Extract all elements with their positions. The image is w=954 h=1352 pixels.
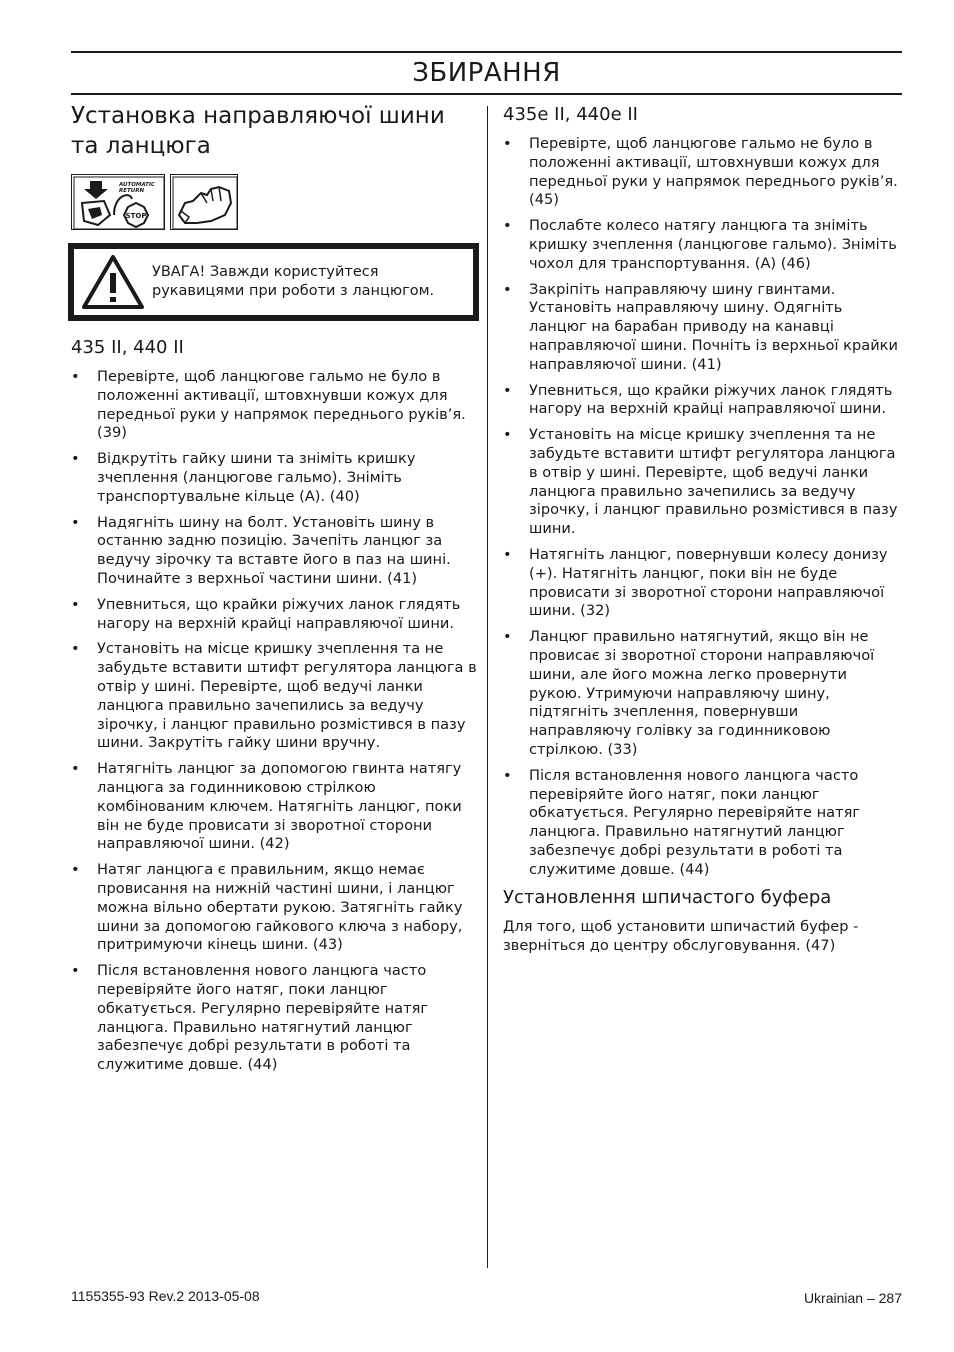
spike-bumper-paragraph: Для того, щоб установити шпичастий буфер - зверніться до центру обслуговування. (47): [503, 918, 859, 955]
glove-icon: [170, 174, 238, 230]
list-item: • Натяг ланцюга є правильним, якщо немає провисання на нижній частині шини, і ланцюг можна вільно обертати рукою. Затягніть гайку шини за допомогою гайкового ключа з набору, притримуючи кінець шини. (43): [71, 861, 479, 955]
list-item: • Після встановлення нового ланцюга часто перевіряйте його натяг, поки ланцюг обкатується. Регулярно перевіряйте натяг ланцюга. Правильно натягнутий ланцюг забезпечує добрі результати в роботі та служитиме довше. (44): [503, 767, 903, 880]
list-item: • Натягніть ланцюг, повернувши колесу донизу (+). Натягніть ланцюг, поки він не буде провисати зі зворотної сторони направляючої шини. (32): [503, 546, 903, 621]
warning-box: [68, 243, 479, 321]
list-item: • Після встановлення нового ланцюга часто перевіряйте його натяг, поки ланцюг обкатується. Регулярно перевіряйте натяг ланцюга. Правильно натягнутий ланцюг забезпечує добрі результати в роботі та служитиме довше. (44): [71, 962, 479, 1075]
list-item: • Перевірте, щоб ланцюгове гальмо не було в положенні активації, штовхнувши кожух для передньої руки у напрямок переднього руків’я. (39): [71, 368, 479, 443]
page-number: Ukrainian – 287: [803, 1290, 902, 1306]
warning-triangle-icon: [74, 249, 152, 315]
list-item: • Натягніть ланцюг за допомогою гвинта натягу ланцюга за годинниковою стрілкою комбінованим ключем. Натягніть ланцюг, поки він не буде провисати зі зворотної сторони направляючої шини. (42): [71, 760, 479, 854]
doc-number: 1155355-93 Rev.2 2013-05-08: [71, 1288, 260, 1304]
right-column: [503, 100, 903, 956]
subtitle-spike-bumper: Установлення шпичастого буфера: [503, 887, 832, 909]
list-item: • Установіть на місце кришку зчеплення та не забудьте вставити штифт регулятора ланцюга в отвір у шині. Перевірте, щоб ведучі ланки ланцюга правильно зачепились за ведучу зірочку, і ланцюг правильно розмістився в пазу шини.: [503, 426, 903, 539]
list-item: • Установіть на місце кришку зчеплення та не забудьте вставити штифт регулятора ланцюга в отвір у шині. Перевірте, щоб ведучі ланки ланцюга правильно зачепились за ведучу зірочку, і ланцюг правильно розмістився в пазу шини. Закрутіть гайку шини вручну.: [71, 640, 479, 753]
return-label: RETURN: [119, 188, 145, 194]
main-title: Установка направляючої шини та ланцюга: [71, 103, 445, 159]
subtitle-435-440: 435 II, 440 II: [71, 337, 184, 358]
right-steps-list: [503, 135, 903, 879]
left-column: [71, 100, 479, 1082]
list-item: • Відкрутіть гайку шини та зніміть кришку зчеплення (ланцюгове гальмо). Зніміть транспортувальне кільце (A). (40): [71, 450, 479, 506]
stop-label: STOP: [125, 212, 147, 220]
subtitle-435e-440e: 435e II, 440e II: [503, 104, 638, 125]
section-title: ЗБИРАННЯ: [412, 58, 561, 88]
automatic-return-stop-icon: [71, 174, 165, 230]
column-divider: [487, 106, 488, 1268]
page-header: [71, 51, 902, 95]
list-item: • Упевниться, що крайки ріжучих ланок глядять нагору на верхній крайці направляючої шини.: [71, 596, 479, 634]
symbol-row: [71, 174, 479, 232]
warning-text: УВАГА! Завжди користуйтеся рукавицями при роботи з ланцюгом.: [152, 264, 435, 299]
list-item: • Перевірте, щоб ланцюгове гальмо не було в положенні активації, штовхнувши кожух для передньої руки у напрямок переднього руків’я. (45): [503, 135, 903, 210]
list-item: • Ланцюг правильно натягнутий, якщо він не провисає зі зворотної сторони направляючої шини, але його можна легко провернути рукою. Утримуючи направляючу шину, підтягніть зчеплення, повернувши направляючу голівку за годинниковою стрілкою. (33): [503, 628, 903, 760]
automatic-label: AUTOMATIC: [119, 182, 155, 188]
list-item: • Надягніть шину на болт. Установіть шину в останню задню позицію. Зачепіть ланцюг за ведучу зірочку та вставте його в паз на шині. Починайте з верхньої частини шини. (41): [71, 514, 479, 589]
list-item: • Закріпіть направляючу шину гвинтами. Установіть направляючу шину. Одягніть ланцюг на барабан приводу на канавці направляючої шини. Почніть із верхньої крайки направляючої шини. (41): [503, 281, 903, 375]
list-item: • Послабте колесо натягу ланцюга та зніміть кришку зчеплення (ланцюгове гальмо). Зніміть чохол для транспортування. (A) (46): [503, 217, 903, 273]
list-item: • Упевниться, що крайки ріжучих ланок глядять нагору на верхній крайці направляючої шини.: [503, 382, 903, 420]
left-steps-list: [71, 368, 479, 1075]
